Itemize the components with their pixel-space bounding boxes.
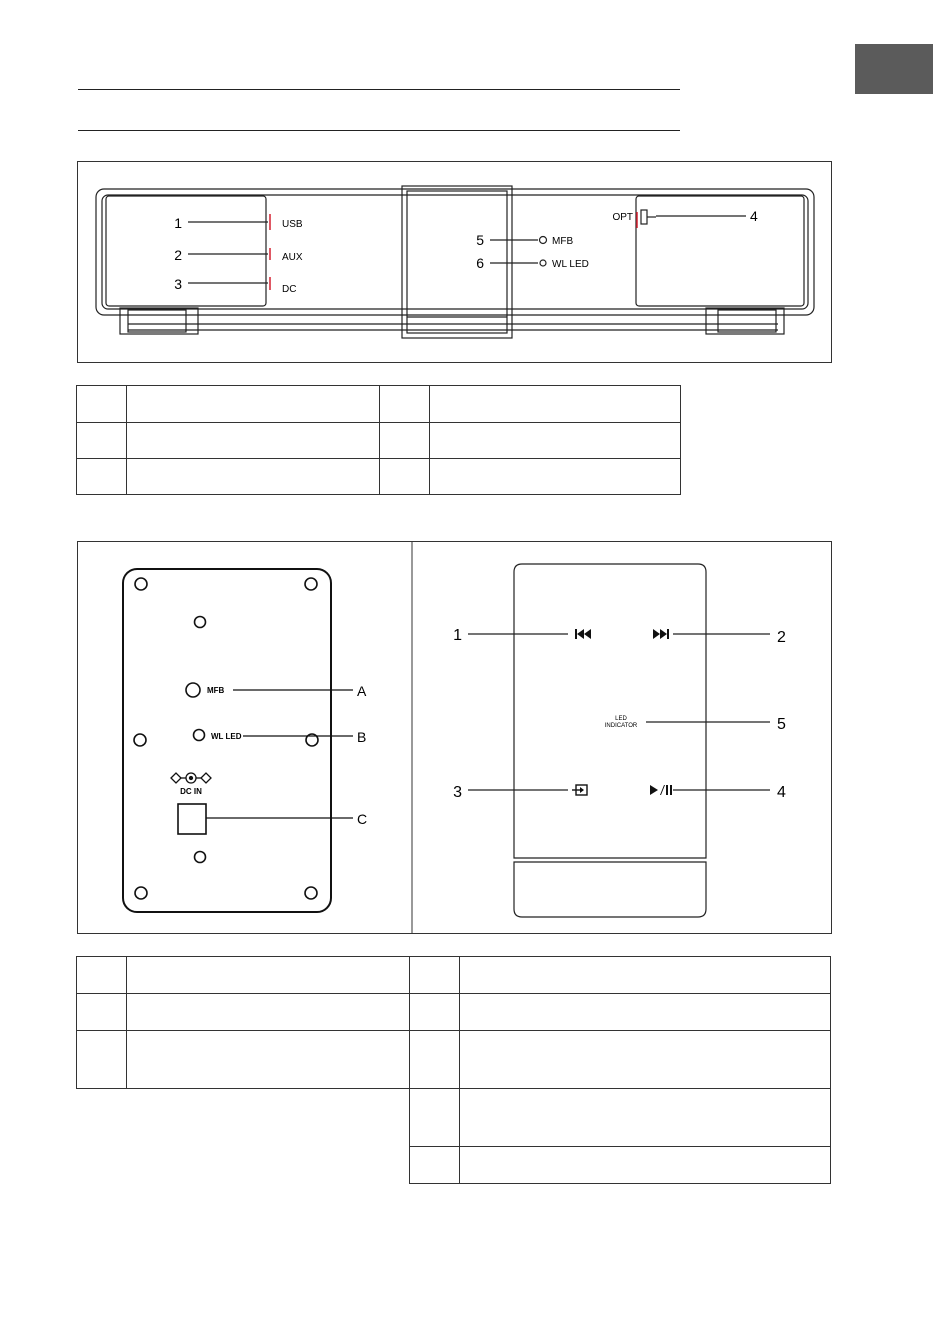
figure-top-panel	[77, 161, 832, 363]
top-panel-drawing	[78, 162, 831, 362]
callout-4: 4	[750, 208, 758, 224]
screw-hole	[195, 852, 206, 863]
dc-in-label: DC IN	[180, 787, 202, 796]
callout-a: A	[357, 683, 367, 699]
wl-led-icon	[194, 730, 205, 741]
language-tab	[855, 44, 933, 94]
table-row	[410, 1089, 831, 1147]
right-speaker-panel	[636, 196, 804, 306]
screw-hole	[305, 887, 317, 899]
callout-c: C	[357, 811, 368, 827]
screw-hole	[195, 617, 206, 628]
wl-led-label: WL LED	[552, 259, 589, 270]
screw-hole	[134, 734, 146, 746]
screw-hole	[305, 578, 317, 590]
back-mfb-label: MFB	[207, 686, 225, 695]
previous-track-icon	[575, 629, 591, 639]
legend-table-1	[76, 385, 681, 495]
aux-label: AUX	[282, 252, 303, 263]
figure-back-and-remote	[77, 541, 832, 934]
callout-5: 5	[476, 232, 484, 248]
remote-callout-2: 2	[777, 629, 786, 646]
next-track-icon	[653, 629, 669, 639]
screw-hole	[135, 887, 147, 899]
mfb-button-icon	[540, 237, 547, 244]
remote-callout-1: 1	[453, 627, 462, 644]
table-row	[77, 1031, 410, 1089]
table-row	[77, 994, 410, 1031]
opt-label: OPT	[612, 212, 633, 223]
callout-3: 3	[174, 276, 182, 292]
mfb-button-icon	[186, 683, 200, 697]
device-outline	[96, 189, 814, 315]
table-row	[410, 994, 831, 1031]
center-block-inner	[407, 191, 507, 333]
table-row	[77, 957, 410, 994]
legend-table-2-right	[409, 956, 831, 1184]
callout-b: B	[357, 729, 367, 745]
dc-polarity-icon	[171, 773, 211, 783]
mfb-label: MFB	[552, 236, 574, 247]
wl-led-icon	[540, 260, 546, 266]
source-input-icon	[572, 785, 587, 795]
right-foot-inner	[718, 310, 776, 332]
legend-table-2-left	[76, 956, 410, 1089]
back-wl-led-label: WL LED	[211, 732, 242, 741]
led-indicator-line1: LED	[615, 716, 627, 722]
header-rule-top	[78, 89, 680, 90]
device-inner-outline	[102, 195, 808, 309]
back-remote-drawing	[78, 542, 831, 933]
left-speaker-panel	[106, 196, 266, 306]
remote-callout-3: 3	[453, 784, 462, 801]
table-row	[77, 459, 681, 495]
callout-2: 2	[174, 247, 182, 263]
opt-connector	[641, 210, 647, 224]
screw-hole	[135, 578, 147, 590]
dc-in-socket	[178, 804, 206, 834]
callout-6: 6	[476, 255, 484, 271]
left-foot-inner	[128, 310, 186, 332]
usb-label: USB	[282, 219, 303, 230]
table-row	[410, 957, 831, 994]
header-rule-bottom	[78, 130, 680, 131]
led-indicator-line2: INDICATOR	[604, 723, 638, 729]
remote-callout-5: 5	[777, 716, 786, 733]
table-row	[77, 423, 681, 459]
table-row	[410, 1147, 831, 1184]
table-row	[410, 1031, 831, 1089]
remote-bottom	[514, 862, 706, 917]
dc-label: DC	[282, 284, 297, 295]
remote-body	[514, 564, 706, 858]
remote-callout-4: 4	[777, 784, 786, 801]
play-pause-icon	[650, 785, 672, 795]
table-row	[77, 386, 681, 423]
callout-1: 1	[174, 215, 182, 231]
